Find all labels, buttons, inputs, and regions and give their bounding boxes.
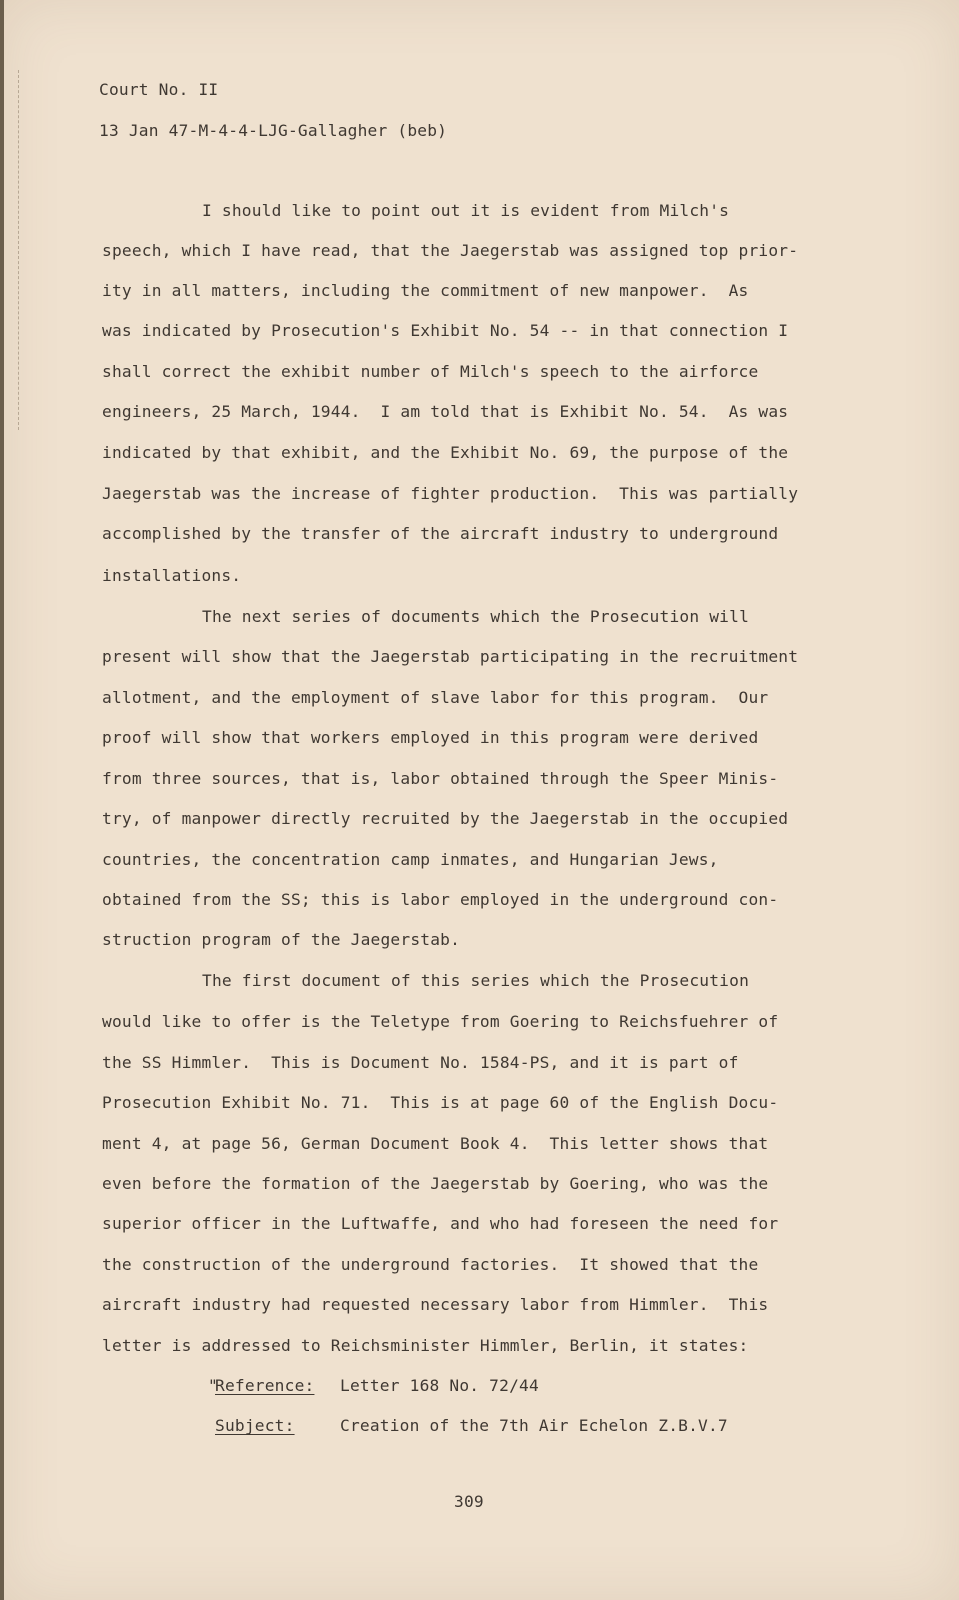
paragraph-1-line-1: I should like to point out it is evident from Milch's [202,201,730,220]
paragraph-3-line-1: The first document of this series which the Prosecution [202,971,750,990]
paragraph-2-line-6: try, of manpower directly recruited by the Jaegerstab in the occupied [102,809,789,828]
paragraph-1-line-5: shall correct the exhibit number of Milch's speech to the airforce [102,362,759,381]
subject-value: Creation of the 7th Air Echelon Z.B.V.7 [340,1416,728,1435]
paragraph-1-line-2: speech, which I have read, that the Jaegerstab was assigned top prior- [102,241,799,260]
document-page [4,0,959,1600]
paragraph-3-line-8: the construction of the underground factories. It showed that the [102,1255,759,1274]
paragraph-1-line-7: indicated by that exhibit, and the Exhibit No. 69, the purpose of the [102,443,789,462]
paragraph-3-line-7: superior officer in the Luftwaffe, and who had foreseen the need for [102,1214,779,1233]
paragraph-1-line-3: ity in all matters, including the commitment of new manpower. As [102,281,749,300]
subject-label: Subject: [215,1416,295,1435]
court-number: Court No. II [99,80,219,99]
paragraph-2-line-3: allotment, and the employment of slave labor for this program. Our [102,688,769,707]
paragraph-2-line-9: struction program of the Jaegerstab. [102,930,461,949]
paragraph-2-line-7: countries, the concentration camp inmates, and Hungarian Jews, [102,850,719,869]
paragraph-3-line-3: the SS Himmler. This is Document No. 1584-PS, and it is part of [102,1053,739,1072]
paragraph-3-line-4: Prosecution Exhibit No. 71. This is at page 60 of the English Docu- [102,1093,779,1112]
reference-label: Reference: [215,1376,315,1395]
page-number: 309 [454,1492,484,1511]
paragraph-1-line-9: accomplished by the transfer of the aircraft industry to underground [102,524,779,543]
binding-edge [4,70,19,430]
paragraph-1-line-10: installations. [102,566,242,585]
paragraph-3-line-9: aircraft industry had requested necessary labor from Himmler. This [102,1295,769,1314]
paragraph-2-line-5: from three sources, that is, labor obtained through the Speer Minis- [102,769,779,788]
paragraph-3-line-10: letter is addressed to Reichsminister Himmler, Berlin, it states: [102,1336,749,1355]
paragraph-2-line-2: present will show that the Jaegerstab participating in the recruitment [102,647,799,666]
paragraph-3-line-6: even before the formation of the Jaegerstab by Goering, who was the [102,1174,769,1193]
paragraph-3-line-5: ment 4, at page 56, German Document Book 4. This letter shows that [102,1134,769,1153]
paragraph-2-line-1: The next series of documents which the Prosecution will [202,607,750,626]
quote-open-mark: " [208,1376,218,1395]
paragraph-1-line-6: engineers, 25 March, 1944. I am told that is Exhibit No. 54. As was [102,402,789,421]
reference-value: Letter 168 No. 72/44 [340,1376,539,1395]
paragraph-2-line-8: obtained from the SS; this is labor employed in the underground con- [102,890,779,909]
paragraph-1-line-8: Jaegerstab was the increase of fighter production. This was partially [102,484,799,503]
transcript-reference: 13 Jan 47-M-4-4-LJG-Gallagher (beb) [99,121,448,140]
paragraph-2-line-4: proof will show that workers employed in this program were derived [102,728,759,747]
paragraph-1-line-4: was indicated by Prosecution's Exhibit No. 54 -- in that connection I [102,321,789,340]
paragraph-3-line-2: would like to offer is the Teletype from Goering to Reichsfuehrer of [102,1012,779,1031]
